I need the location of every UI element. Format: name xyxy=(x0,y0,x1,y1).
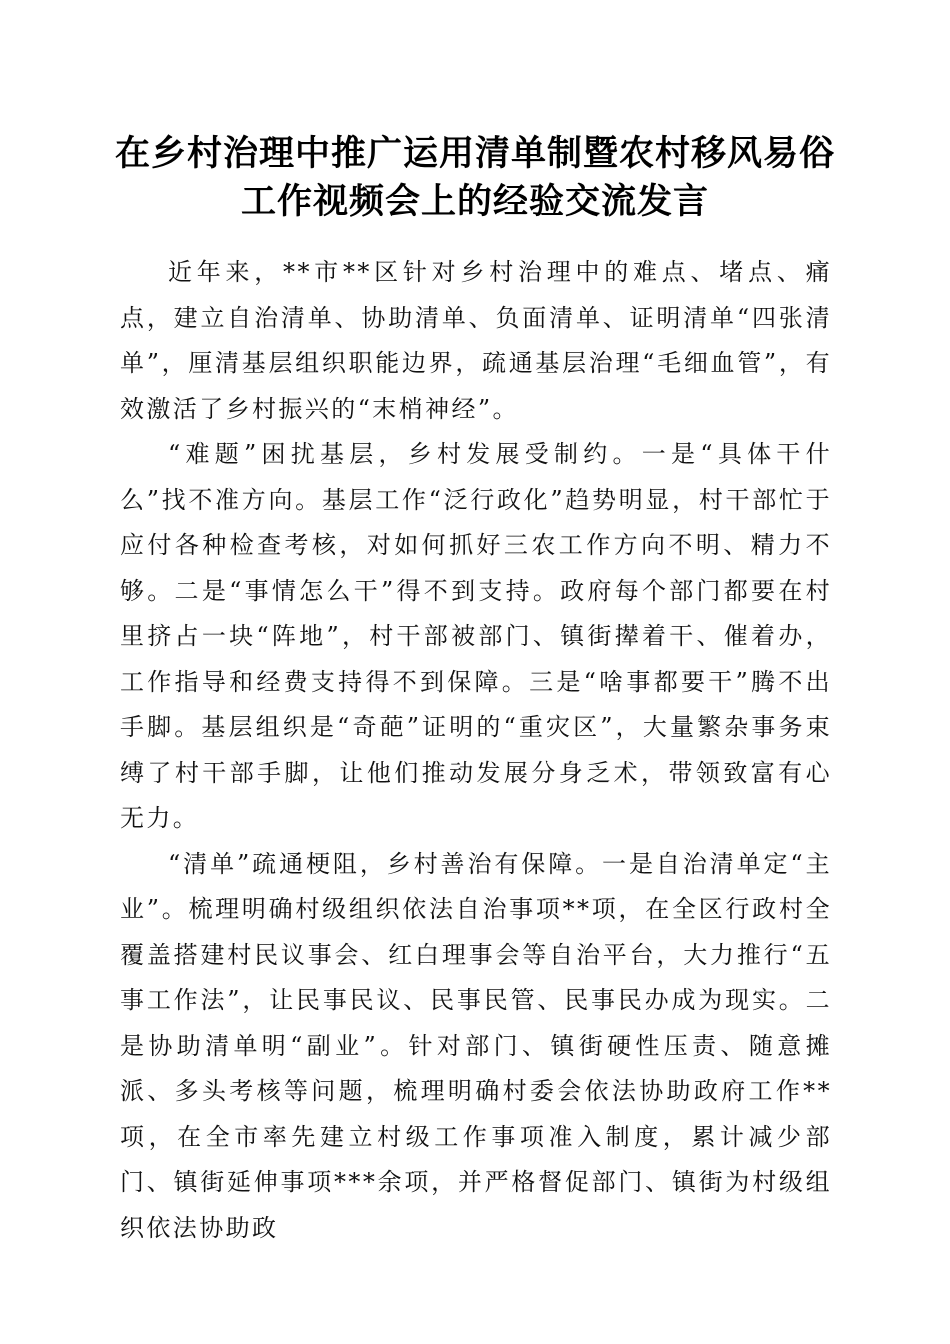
title-line-1: 在乡村治理中推广运用清单制暨农村移风易俗 xyxy=(114,133,835,174)
paragraph-solutions: “清单”疏通梗阻，乡村善治有保障。一是自治清单定“主业”。梳理明确村级组织依法自治事项**项，在全区行政村全覆盖搭建村民议事会、红白理事会等自治平台，大力推行“五事工作法”，让民事民议、民事民管、民事民办成为现实。二是协助清单明“副业”。针对部门、镇街硬性压责、随意摊派、多头考核等问题，梳理明确村委会依法协助政府工作**项，在全市率先建立村级工作事项准入制度，累计减少部门、镇街延伸事项***余项，并严格督促部门、镇街为村级组织依法协助政 xyxy=(120,849,832,1242)
paragraph-problems: “难题”困扰基层，乡村发展受制约。一是“具体干什么”找不准方向。基层工作“泛行政化”趋势明显，村干部忙于应付各种检查考核，对如何抓好三农工作方向不明、精力不够。二是“事情怎么干”得不到支持。政府每个部门都要在村里挤占一块“阵地”，村干部被部门、镇街撵着干、催着办，工作指导和经费支持得不到保障。三是“啥事都要干”腾不出手脚。基层组织是“奇葩”证明的“重灾区”，大量繁杂事务束缚了村干部手脚，让他们推动发展分身乏术，带领致富有心无力。 xyxy=(120,440,832,832)
title-line-2: 工作视频会上的经验交流发言 xyxy=(240,181,709,222)
document-title xyxy=(0,130,950,226)
paragraph-intro: 近年来，**市**区针对乡村治理中的难点、堵点、痛点，建立自治清单、协助清单、负面清单、证明清单“四张清单”，厘清基层组织职能边界，疏通基层治理“毛细血管”，有效激活了乡村振兴的“末梢神经”。 xyxy=(120,258,832,423)
document-body xyxy=(120,250,832,1251)
